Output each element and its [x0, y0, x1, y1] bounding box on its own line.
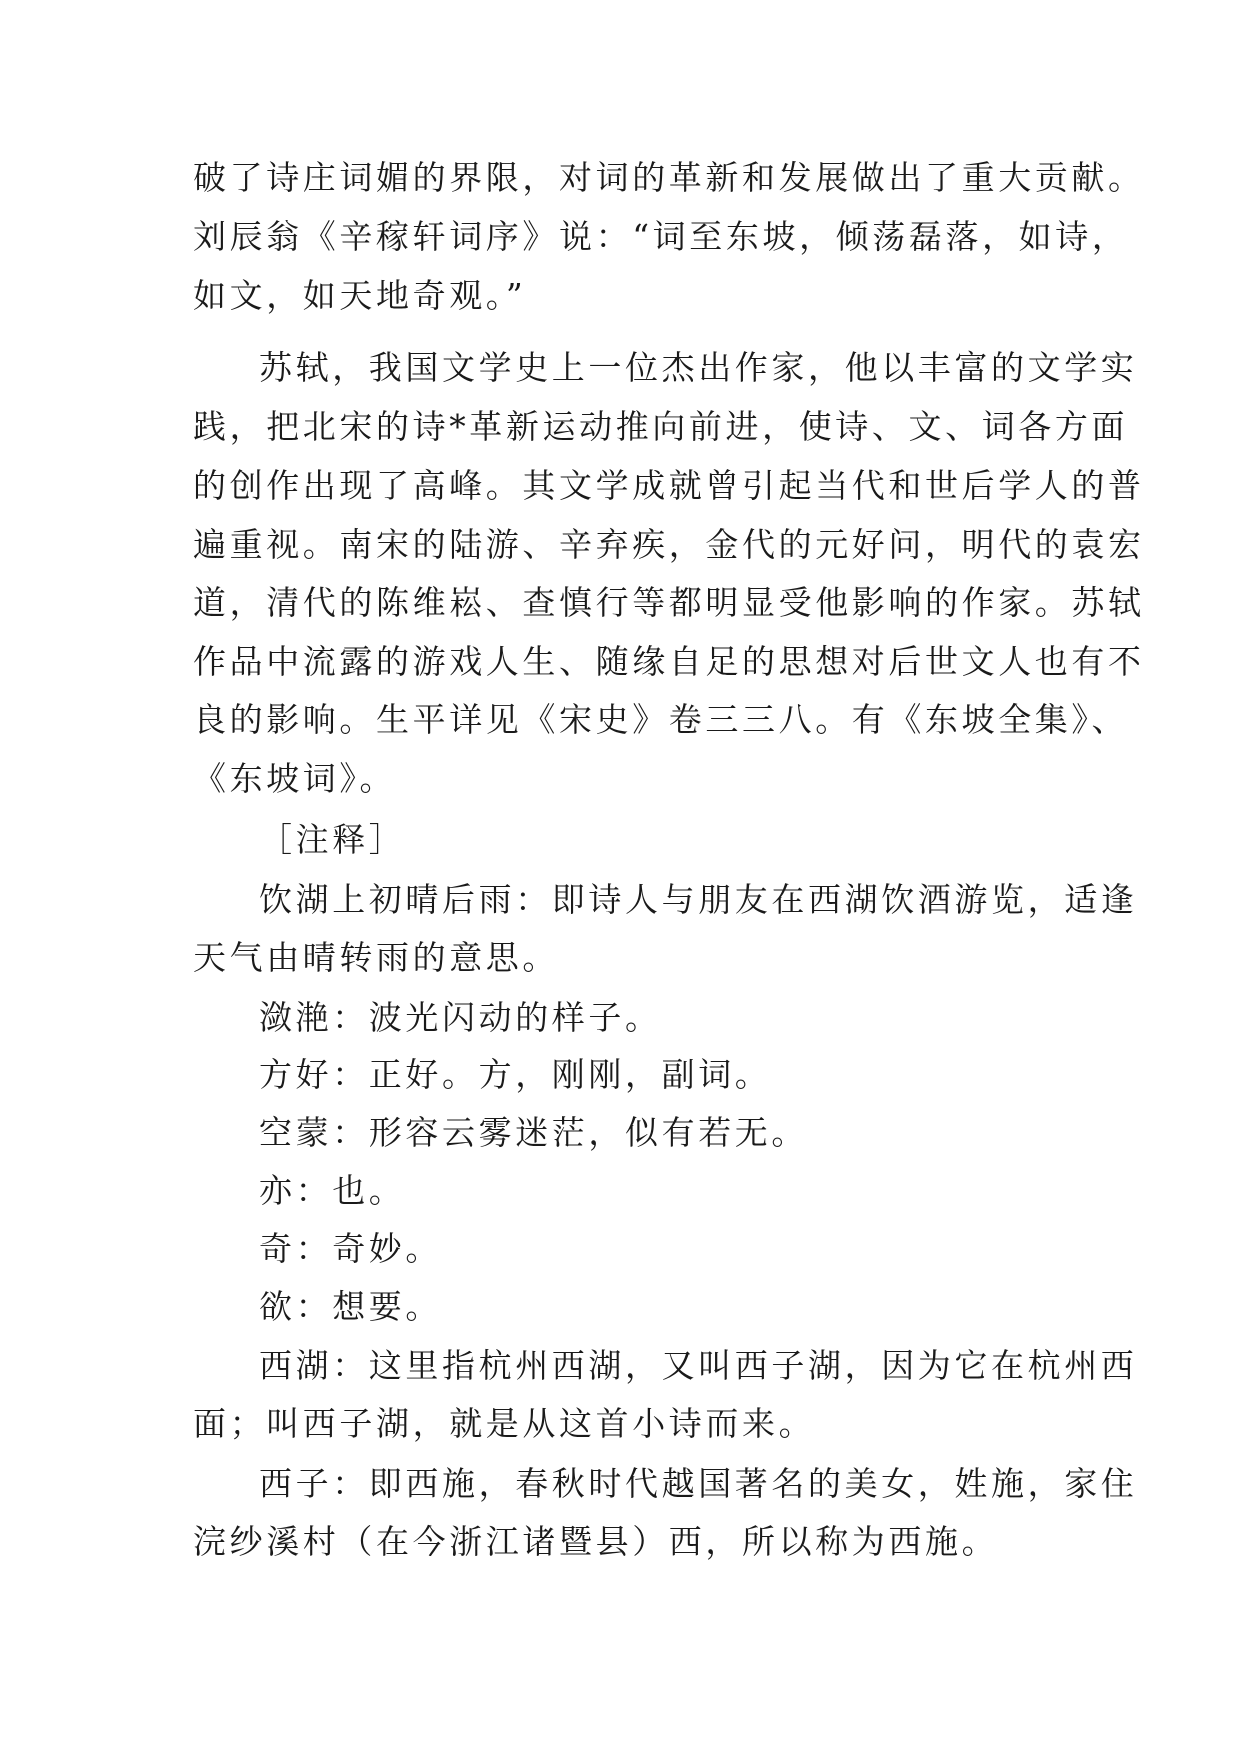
text-line: 苏轼，我国文学史上一位杰出作家，他以丰富的文学实: [259, 348, 1138, 387]
text-line: 奇：奇妙。: [259, 1229, 442, 1268]
text-line: 遍重视。南宋的陆游、辛弃疾，金代的元好问，明代的袁宏: [193, 525, 1145, 564]
text-line: 刘辰翁《辛稼轩词序》说：“词至东坡，倾荡磊落，如诗，: [193, 217, 1129, 256]
text-line: 践，把北宋的诗*革新运动推向前进，使诗、文、词各方面: [193, 407, 1129, 446]
text-line: 良的影响。生平详见《宋史》卷三三八。有《东坡全集》、: [193, 700, 1129, 739]
text-line: 面；叫西子湖，就是从这首小诗而来。: [193, 1404, 816, 1443]
text-line: 潋滟：波光闪动的样子。: [259, 998, 662, 1037]
text-line: 天气由晴转雨的意思。: [193, 938, 559, 977]
text-line: 空蒙：形容云雾迷茫，似有若无。: [259, 1113, 808, 1152]
text-line: 的创作出现了高峰。其文学成就曾引起当代和世后学人的普: [193, 466, 1145, 505]
text-line: 道，清代的陈维崧、查慎行等都明显受他影响的作家。苏轼: [193, 583, 1145, 622]
text-line: 西子：即西施，春秋时代越国著名的美女，姓施，家住: [259, 1464, 1138, 1503]
text-line: 西湖：这里指杭州西湖，又叫西子湖，因为它在杭州西: [259, 1346, 1138, 1385]
text-line: 浣纱溪村（在今浙江诸暨县）西，所以称为西施。: [193, 1522, 999, 1561]
section-heading: ［注释］: [259, 820, 406, 859]
text-line: 如文，如天地奇观。”: [193, 276, 527, 315]
text-line: 方好：正好。方，刚刚，副词。: [259, 1055, 772, 1094]
text-line: 《东坡词》。: [193, 759, 397, 798]
text-line: 作品中流露的游戏人生、随缘自足的思想对后世文人也有不: [193, 642, 1145, 681]
text-line: 破了诗庄词媚的界限，对词的革新和发展做出了重大贡献。: [193, 158, 1145, 197]
text-line: 饮湖上初晴后雨：即诗人与朋友在西湖饮酒游览，适逢: [259, 880, 1138, 919]
text-line: 亦：也。: [259, 1171, 406, 1210]
text-line: 欲：想要。: [259, 1287, 442, 1326]
